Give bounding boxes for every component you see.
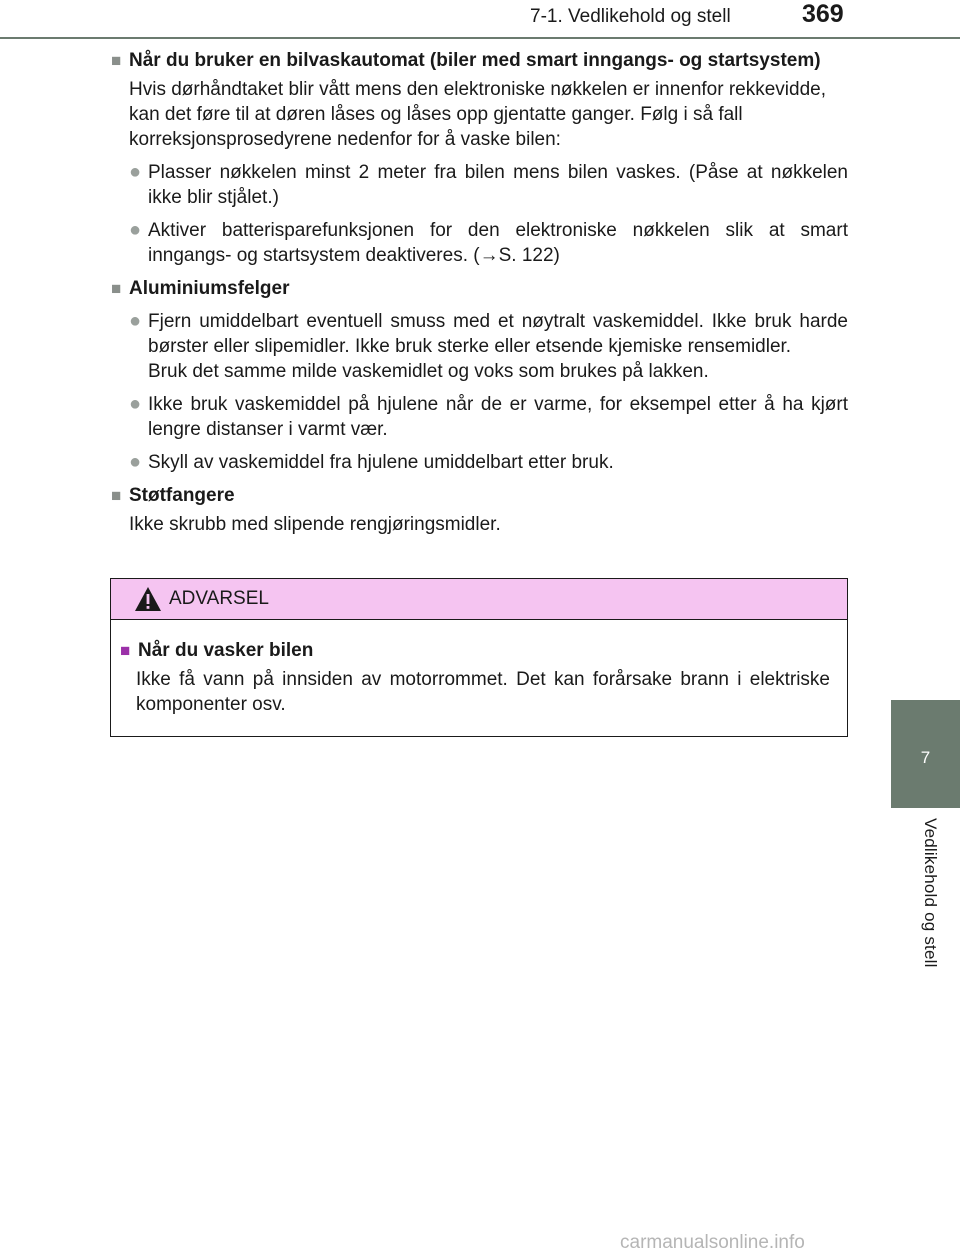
chapter-tab bbox=[891, 700, 960, 808]
chapter-number: 7 bbox=[920, 748, 931, 767]
square-bullet-icon: ■ bbox=[120, 641, 131, 660]
main-content bbox=[111, 48, 848, 537]
list-item: ● Plasser nøkkelen minst 2 meter fra bilen mens bilen vaskes. (Påse at nøkkelen ikke blir stjålet.) bbox=[129, 161, 848, 208]
square-bullet-icon: ■ bbox=[111, 51, 122, 70]
warning-header bbox=[111, 579, 847, 620]
section-paragraph: Ikke skrubb med slipende rengjøringsmidler. bbox=[129, 514, 501, 535]
page-number: 369 bbox=[802, 0, 844, 28]
warning-box bbox=[110, 578, 848, 737]
section-heading: ■ Når du bruker en bilvaskautomat (biler med smart inngangs- og startsystem) bbox=[111, 50, 821, 71]
circle-bullet-icon: ● bbox=[129, 393, 142, 415]
section-heading: ■ Støtfangere bbox=[111, 485, 235, 506]
section-paragraph: Hvis dørhåndtaket blir vått mens den elektroniske nøkkelen er innenfor rekkevidde, kan det føre til at døren låses og låses opp gjentatte ganger. Følg i så fall korreksjonsprosedyrene nedenfor for å vaske bilen: bbox=[129, 79, 827, 150]
chapter-label: Vedlikehold og stell bbox=[921, 818, 940, 968]
warning-triangle-icon bbox=[134, 586, 162, 612]
list-item: ● Skyll av vaskemiddel fra hjulene umiddelbart etter bruk. bbox=[129, 451, 614, 473]
list-item: ● Aktiver batterisparefunksjonen for den elektroniske nøkkelen slik at smart inngangs- og startsystem deaktiveres. (→S. 122) bbox=[129, 219, 848, 266]
warning-paragraph: Ikke få vann på innsiden av motorrommet. Det kan forårsake brann i elektriske komponenter osv. bbox=[136, 669, 830, 715]
circle-bullet-icon: ● bbox=[129, 219, 142, 241]
circle-bullet-icon: ● bbox=[129, 161, 142, 183]
list-item: ● Ikke bruk vaskemiddel på hjulene når de er varme, for eksempel etter å ha kjørt lengre distanser i varmt vær. bbox=[129, 393, 848, 440]
header-rule bbox=[0, 37, 960, 39]
warning-body bbox=[111, 620, 847, 717]
circle-bullet-icon: ● bbox=[129, 451, 142, 473]
footer-watermark: carmanualsonline.info bbox=[620, 1232, 805, 1253]
section-aluminium-rims bbox=[111, 276, 848, 475]
section-bumpers bbox=[111, 483, 848, 537]
section-heading: ■ Aluminiumsfelger bbox=[111, 278, 290, 299]
square-bullet-icon: ■ bbox=[111, 279, 122, 298]
section-title: 7-1. Vedlikehold og stell bbox=[530, 6, 731, 27]
warning-title: ADVARSEL bbox=[169, 588, 269, 609]
list-item: ● Fjern umiddelbart eventuell smuss med et nøytralt vaskemiddel. Ikke bruk harde børster eller slipemidler. Ikke bruk sterke eller etsende kjemiske rensemidler. Bruk det samme milde vaskemidlet og voks som brukes på lakken. bbox=[129, 310, 848, 382]
circle-bullet-icon: ● bbox=[129, 310, 142, 332]
section-car-wash bbox=[111, 48, 848, 268]
square-bullet-icon: ■ bbox=[111, 486, 122, 505]
warning-heading: ■ Når du vasker bilen bbox=[120, 640, 314, 661]
